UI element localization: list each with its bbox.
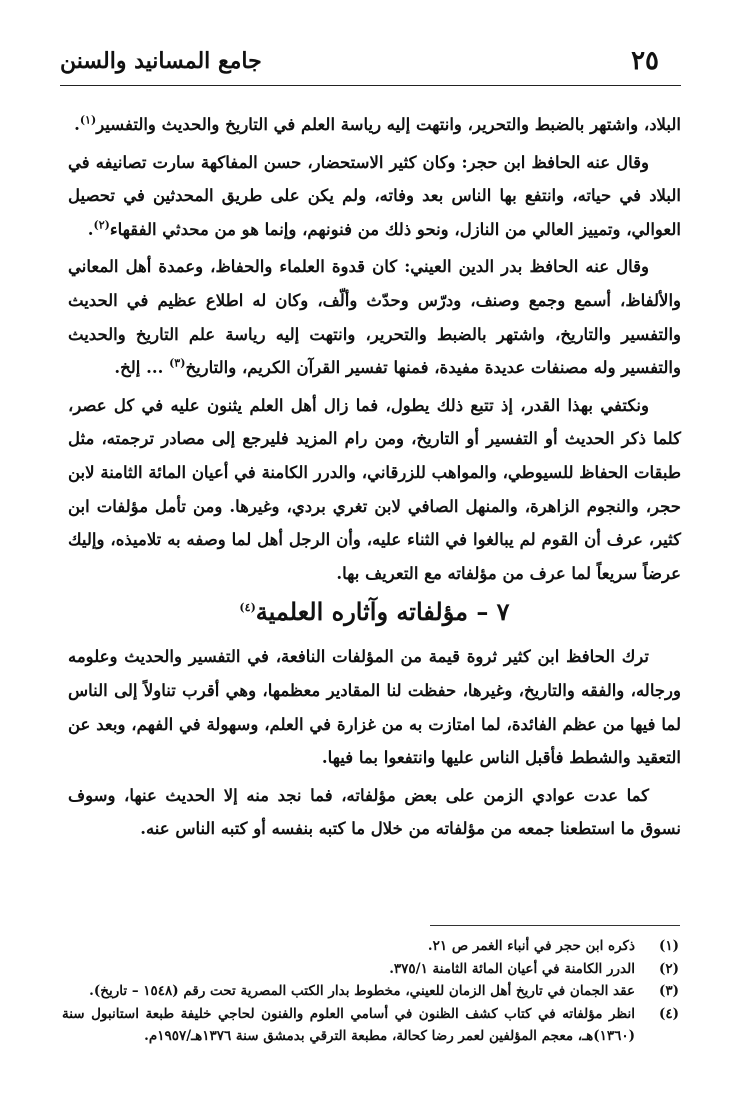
footnote-text: الدرر الكامنة في أعيان المائة الثامنة ٣٧٥/١.	[389, 960, 635, 977]
page-header	[60, 40, 681, 86]
footnote-text: عقد الجمان في تاريخ أهل الزمان للعيني، مخطوط بدار الكتب المصرية تحت رقم (١٥٤٨ – تاريخ).	[89, 983, 635, 999]
paragraph: وقال عنه الحافظ بدر الدين العيني: كان قدوة العلماء والحفاظ، وعمدة أهل المعاني والألفاظ، أسمع وجمع وصنف، ودرّس وحدّث وألّف، وكان له اطلاع عظيم في الحديث والتفسير والتاريخ، واشتهر بالضبط والتحرير، وانتهت إليه رياسة علم التاريخ والحديث والتفسير وله مصنفات عديدة مفيدة، فمنها تفسير القرآن الكريم، والتاريخ$^{(٣)}$ ... إلخ.	[68, 257, 681, 378]
footnote-number: (٣)	[658, 983, 679, 999]
section-heading: ٧ – مؤلفاته وآثاره العلمية$^{(٤)}$	[239, 597, 510, 627]
footnote-number: (٢)	[658, 960, 679, 977]
footnote	[62, 958, 679, 981]
page-number: ٢٥	[631, 46, 659, 76]
footnote-text: ذكره ابن حجر في أنباء الغمر ص ٢١.	[427, 938, 635, 954]
header-rule	[60, 85, 681, 86]
footnotes	[62, 935, 679, 1048]
footnote-marker[interactable]: (٤)	[239, 601, 256, 615]
footnote	[62, 1003, 679, 1048]
footnote	[62, 980, 679, 1003]
footnote-marker[interactable]: (٣)	[169, 356, 186, 370]
footnote	[62, 935, 679, 958]
paragraph: كما عدت عوادي الزمن على بعض مؤلفاته، فما نجد منه إلا الحديث عنها، وسوف نسوق ما استطعنا جمعه من مؤلفاته من خلال ما كتبه بنفسه أو كتبه الناس عنه.	[68, 785, 681, 839]
paragraph: البلاد، واشتهر بالضبط والتحرير، وانتهت إليه رياسة العلم في التاريخ والحديث والتفسير$^{(١)}$.	[74, 113, 681, 134]
footnote-marker[interactable]: (١)	[79, 113, 97, 127]
footnote-marker[interactable]: (٢)	[93, 218, 110, 232]
footnote-number: (١)	[658, 938, 679, 954]
paragraph: وقال عنه الحافظ ابن حجر: وكان كثير الاستحضار، حسن المفاكهة سارت تصانيفه في البلاد في حياته، وانتفع بها الناس بعد وفاته، ولم يكن على طريق المحدثين في تحصيل العوالي، وتمييز العالي من النازل، ونحو ذلك من فنونهم، وإنما هو من محدثي الفقهاء$^{(٢)}$.	[68, 152, 681, 239]
footnote-text: انظر مؤلفاته في كتاب كشف الظنون في أسامي العلوم والفنون لحاجي خليفة طبعة استانبول سنة (١٣٦٠)هـ، معجم المؤلفين لعمر رضا كحالة، مطبعة الترقي بدمشق سنة ١٣٧٦هـ/١٩٥٧م.	[62, 1005, 635, 1044]
footnote-number: (٤)	[658, 1005, 679, 1022]
paragraph: ونكتفي بهذا القدر، إذ تتبع ذلك يطول، فما زال أهل العلم يثنون عليه في كل عصر، كلما ذكر الحديث أو التفسير أو التاريخ، ومن رام المزيد فليرجع إلى مصادر ترجمته، مثل طبقات الحفاظ للسيوطي، والمواهب للزرقاني، والدرر الكامنة في أعيان المائة الثامنة لابن حجر، والنجوم الزاهرة، والمنهل الصافي لابن تغري بردي، وغيرها. ومن تأمل مؤلفات ابن كثير، عرف أن القوم لم يبالغوا في الثناء عليه، وأن الرجل أهل لما وصفه به تلاميذه، وإليك عرضاً سريعاً لما عرف من مؤلفاته مع التعريف بها.	[68, 395, 681, 583]
running-title: جامع المسانيد والسنن	[60, 48, 262, 74]
footnote-separator	[430, 925, 680, 926]
paragraph: ترك الحافظ ابن كثير ثروة قيمة من المؤلفات النافعة، في التفسير والحديث وعلومه ورجاله، والفقه والتاريخ، وغيرها، حفظت لنا المقادير معظمها، وهي أقرب تناولاً إلى الناس لما فيها من عظم الفائدة، لما امتازت به من غزارة في العلم، وسهولة في الفهم، وبعد عن التعقيد والشطط فأقبل الناس عليها وانتفعوا بما فيها.	[68, 647, 681, 768]
main-text	[68, 108, 681, 850]
